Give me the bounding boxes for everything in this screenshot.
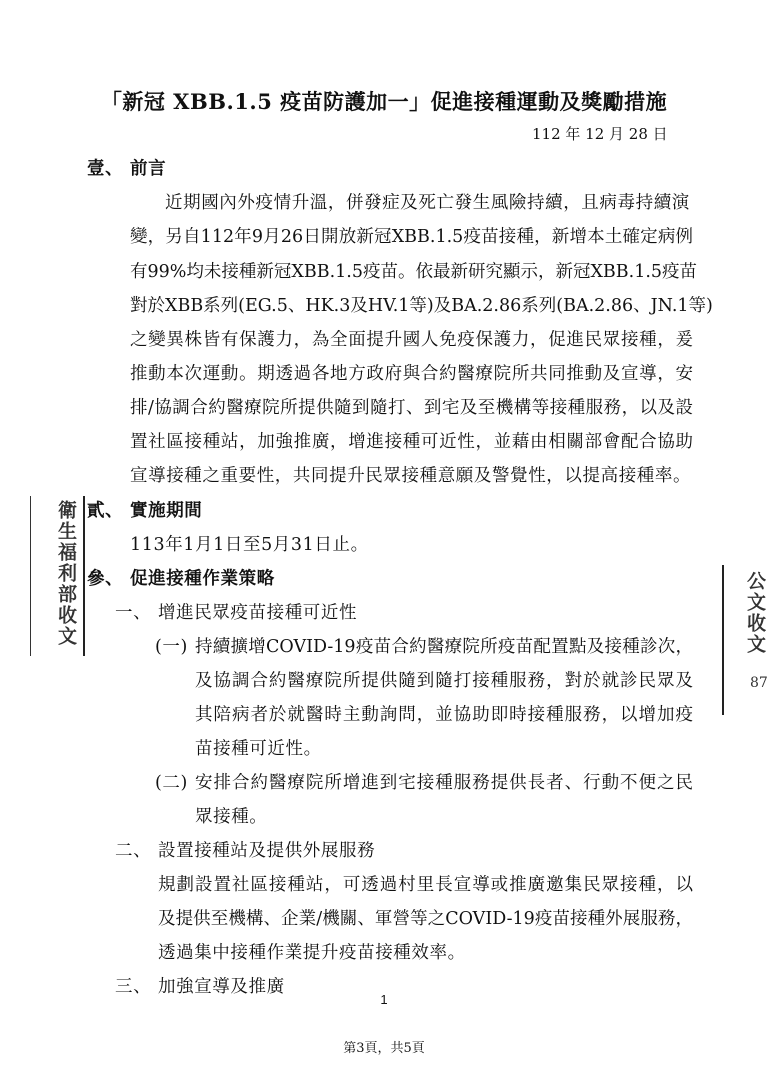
receipt-stamp-left-text: 衛生福利部收文 bbox=[55, 500, 77, 647]
section-2-number: 貳、 bbox=[87, 501, 124, 521]
strategy-1-title: 增進民眾疫苗接種可近性 bbox=[158, 603, 358, 623]
sub-item-2-line: 眾接種。 bbox=[195, 807, 268, 827]
section-1-number: 壹、 bbox=[87, 159, 124, 179]
sub-item-1-line: 苗接種可近性。 bbox=[195, 739, 322, 759]
sub-item-1-line: 其陪病者於就醫時主動詢問，並協助即時接種服務，以增加疫 bbox=[195, 705, 693, 725]
intro-line: 排/協調合約醫療院所提供隨到隨打、到宅及至機構等接種服務，以及設 bbox=[130, 398, 693, 418]
receipt-stamp-left bbox=[30, 496, 85, 656]
intro-line: 近期國內外疫情升溫，併發症及死亡發生風險持續，且病毒持續演 bbox=[165, 193, 690, 213]
section-3-number: 參、 bbox=[87, 569, 124, 589]
page-number: 1 bbox=[380, 992, 388, 1007]
intro-line: 對於XBB系列(EG.5、HK.3及HV.1等)及BA.2.86系列(BA.2.86、JN.1等) bbox=[130, 296, 713, 316]
strategy-2-line: 規劃設置社區接種站，可透過村里長宣導或推廣邀集民眾接種，以 bbox=[158, 875, 693, 895]
strategy-2-line: 及提供至機構、企業/機關、軍營等之COVID-19疫苗接種外展服務， bbox=[158, 909, 693, 929]
section-1-heading: 前言 bbox=[130, 159, 167, 179]
receipt-stamp-right bbox=[722, 565, 768, 715]
page-footer: 第3頁，共5頁 bbox=[343, 1041, 425, 1056]
intro-line: 宣導接種之重要性，共同提升民眾接種意願及警覺性，以提高接種率。 bbox=[130, 466, 692, 486]
intro-line: 置社區接種站，加強推廣，增進接種可近性，並藉由相關部會配合協助 bbox=[130, 432, 693, 452]
sub-item-1-number: (一) bbox=[155, 637, 188, 657]
sub-item-1-line: 及協調合約醫療院所提供隨到隨打接種服務，對於就診民眾及 bbox=[195, 671, 693, 691]
sub-item-2-line: 安排合約醫療院所增進到宅接種服務提供長者、行動不便之民 bbox=[195, 773, 693, 793]
intro-line: 推動本次運動。期透過各地方政府與合約醫療院所共同推動及宣導，安 bbox=[130, 364, 693, 384]
strategy-3-title: 加強宣導及推廣 bbox=[158, 977, 285, 997]
strategy-2-title: 設置接種站及提供外展服務 bbox=[158, 841, 376, 861]
sub-item-2-number: (二) bbox=[155, 773, 188, 793]
intro-line: 變，另自112年9月26日開放新冠XBB.1.5疫苗接種，新增本土確定病例 bbox=[130, 227, 693, 247]
intro-line: 之變異株皆有保護力，為全面提升國人免疫保護力，促進民眾接種，爰 bbox=[130, 330, 693, 350]
section-2-heading: 實施期間 bbox=[130, 501, 203, 521]
sub-item-1-line: 持續擴增COVID-19疫苗合約醫療院所疫苗配置點及接種診次， bbox=[195, 637, 693, 657]
strategy-2-number: 二、 bbox=[115, 841, 152, 861]
period-text: 113年1月1日至5月31日止。 bbox=[130, 535, 369, 555]
document-title: 「新冠 XBB.1.5 疫苗防護加一」促進接種運動及獎勵措施 bbox=[100, 89, 668, 114]
intro-line: 有99%均未接種新冠XBB.1.5疫苗。依最新研究顯示，新冠XBB.1.5疫苗 bbox=[130, 262, 698, 282]
receipt-stamp-number: 87 bbox=[750, 675, 768, 691]
section-3-heading: 促進接種作業策略 bbox=[130, 569, 275, 589]
strategy-1-number: 一、 bbox=[115, 603, 152, 623]
receipt-stamp-right-text: 公文收文 bbox=[744, 571, 766, 655]
document-date: 112 年 12 月 28 日 bbox=[532, 125, 668, 143]
strategy-3-number: 三、 bbox=[115, 977, 152, 997]
strategy-2-line: 透過集中接種作業提升疫苗接種效率。 bbox=[158, 943, 466, 963]
